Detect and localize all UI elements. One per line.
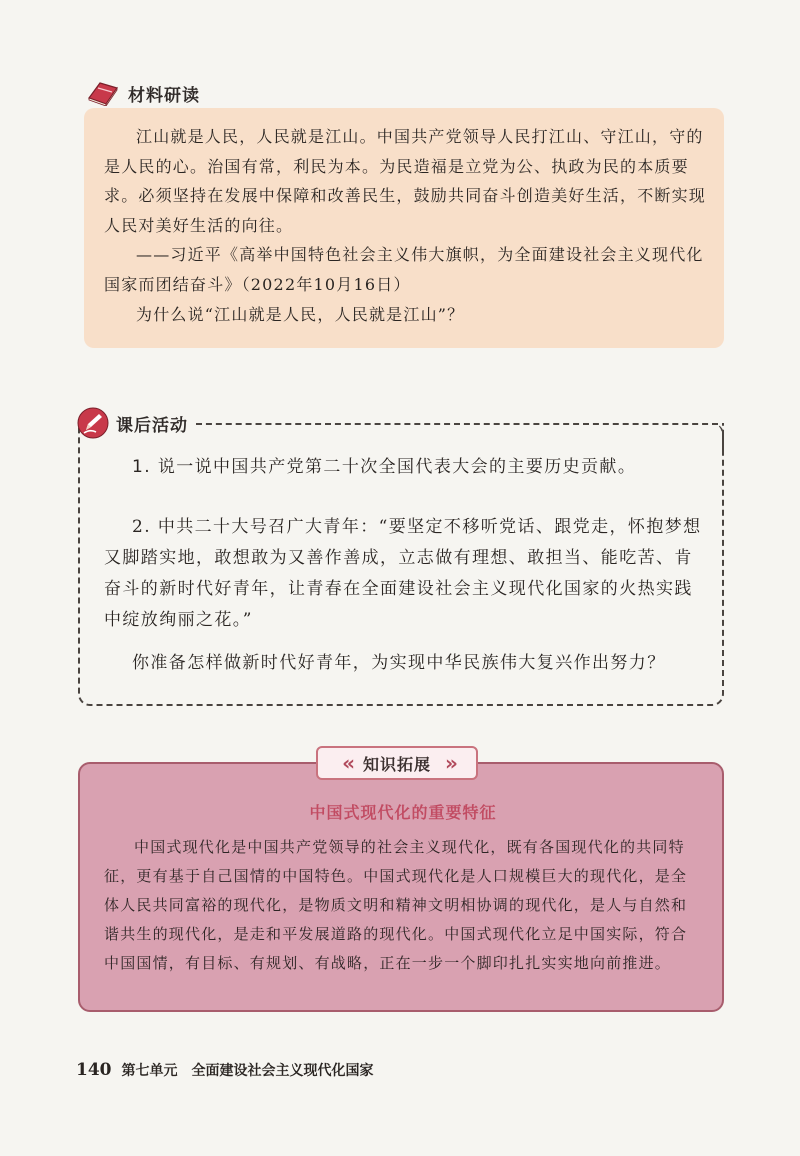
activity-item-2 xyxy=(104,512,710,636)
page-number: 140 xyxy=(76,1060,112,1080)
unit-title: 全面建设社会主义现代化国家 xyxy=(191,1063,374,1079)
reading-paragraph: 江山就是人民，人民就是江山。中国共产党领导人民打江山、守江山，守的是人民的心。治国有常，利民为本。为民造福是立党为公、执政为民的本质要求。必须坚持在发展中保障和改善民生，鼓励共同奋斗创造美好生活，不断实现人民对美好生活的向往。 xyxy=(104,127,707,235)
knowledge-body: 中国式现代化是中国共产党领导的社会主义现代化，既有各国现代化的共同特征，更有基于自己国情的中国特色。中国式现代化是人口规模巨大的现代化，是全体人民共同富裕的现代化，是物质文明和精神文明相协调的现代化，是人与自然和谐共生的现代化，是走和平发展道路的现代化。中国式现代化立足中国实际，符合中国国情，有目标、有规划、有战略，正在一步一个脚印扎扎实实地向前推进。 xyxy=(104,838,688,972)
reading-question: 为什么说“江山就是人民，人民就是江山”？ xyxy=(136,305,465,324)
knowledge-banner-title: 知识拓展 xyxy=(362,754,431,774)
unit-label: 第七单元 xyxy=(121,1063,178,1079)
activity-header xyxy=(76,405,188,441)
activity-question: 你准备怎样做新时代好青年，为实现中华民族伟大复兴作出努力？ xyxy=(132,653,666,673)
activity-title: 课后活动 xyxy=(116,415,188,436)
reading-source: ——习近平《高举中国特色社会主义伟大旗帜，为全面建设社会主义现代化国家而团结奋斗》（2022年10月16日） xyxy=(104,245,704,294)
activity-item-2-text: 2. 中共二十大号召广大青年：“要坚定不移听党话、跟党走，怀抱梦想又脚踏实地，敢想敢为又善作善成，立志做有理想、敢担当、能吃苦、肯奋斗的新时代好青年，让青春在全面建设社会主义现代化国家的火热实践中绽放绚丽之花。” xyxy=(104,517,702,630)
knowledge-banner xyxy=(316,746,478,780)
knowledge-box xyxy=(78,762,724,1012)
reading-box xyxy=(84,108,724,348)
double-chevron-right-icon: » xyxy=(445,751,452,775)
book-icon xyxy=(86,80,120,106)
reading-title: 材料研读 xyxy=(128,85,200,106)
reading-header xyxy=(86,78,200,108)
knowledge-subtitle: 中国式现代化的重要特征 xyxy=(309,803,497,822)
pencil-badge-icon xyxy=(76,406,110,440)
page-footer xyxy=(76,1060,374,1080)
double-chevron-left-icon: « xyxy=(342,751,349,775)
activity-item-1: 1. 说一说中国共产党第二十次全国代表大会的主要历史贡献。 xyxy=(132,457,637,477)
